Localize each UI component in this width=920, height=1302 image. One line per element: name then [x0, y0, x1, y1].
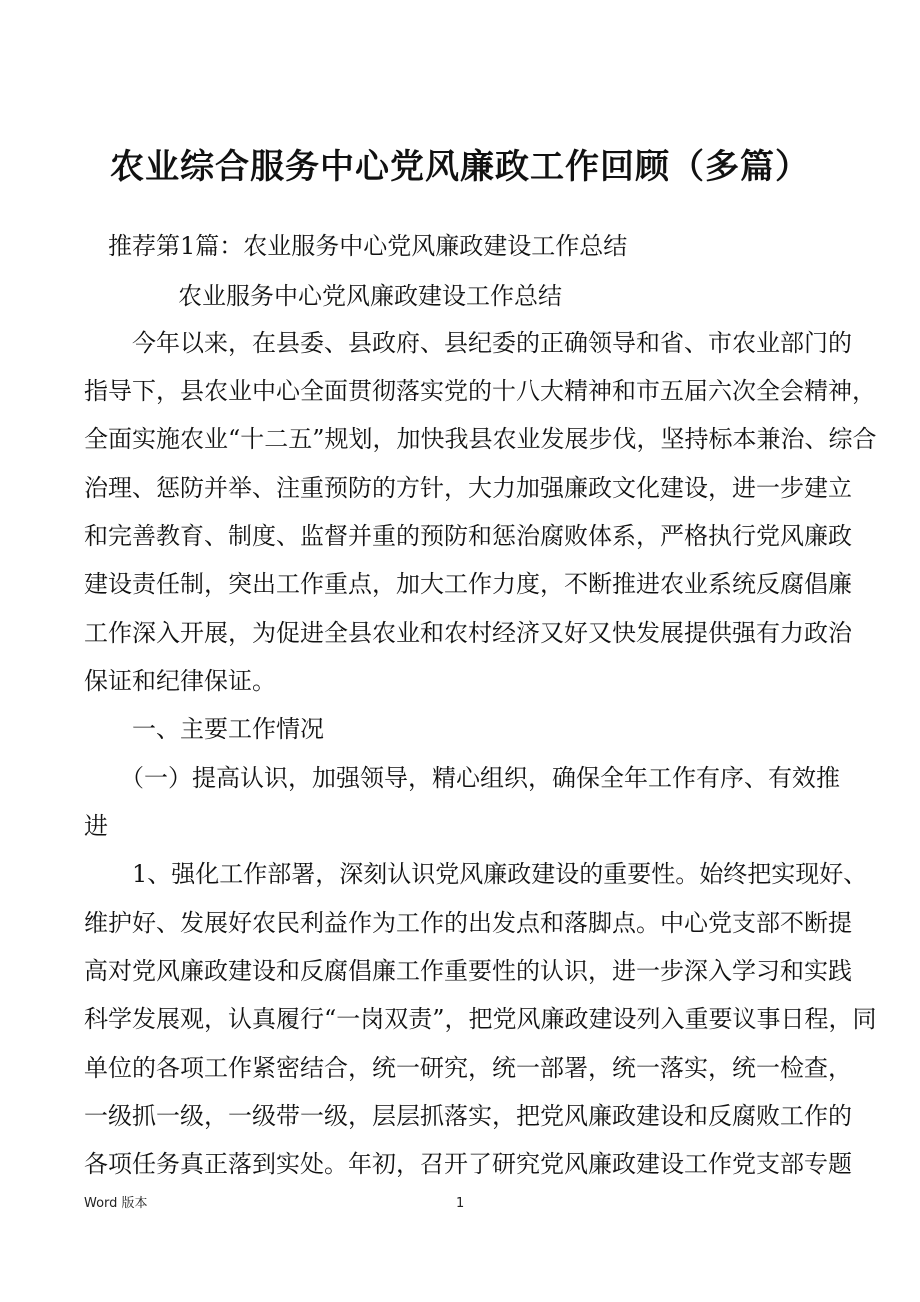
paragraph-line: 各项任务真正落到实处。年初，召开了研究党风廉政建设工作党支部专题	[84, 1150, 852, 1178]
paragraph-line: 建设责任制，突出工作重点，加大工作力度，不断推进农业系统反腐倡廉	[84, 570, 852, 598]
article-heading: 推荐第1篇：农业服务中心党风廉政建设工作总结	[108, 232, 628, 260]
paragraph-line: 指导下，县农业中心全面贯彻落实党的十八大精神和市五届六次全会精神，	[84, 377, 876, 405]
paragraph-line: 今年以来，在县委、县政府、县纪委的正确领导和省、市农业部门的	[132, 329, 852, 357]
section-heading: 一、主要工作情况	[132, 715, 324, 743]
paragraph-line: 治理、惩防并举、注重预防的方针，大力加强廉政文化建设，进一步建立	[84, 474, 852, 502]
paragraph-line: 科学发展观，认真履行“一岗双责”，把党风廉政建设列入重要议事日程，同	[84, 1005, 877, 1033]
paragraph-line: 全面实施农业“十二五”规划，加快我县农业发展步伐，坚持标本兼治、综合	[84, 425, 877, 453]
paragraph-line: 单位的各项工作紧密结合，统一研究，统一部署，统一落实，统一检查，	[84, 1054, 852, 1082]
paragraph-line: 工作深入开展，为促进全县农业和农村经济又好又快发展提供强有力政治	[84, 619, 852, 647]
footer-label: Word 版本	[84, 1196, 148, 1211]
subsection-heading: （一）提高认识，加强领导，精心组织，确保全年工作有序、有效推	[120, 764, 840, 792]
article-subtitle: 农业服务中心党风廉政建设工作总结	[178, 282, 562, 310]
paragraph-line: 一级抓一级，一级带一级，层层抓落实，把党风廉政建设和反腐败工作的	[84, 1102, 852, 1130]
page-number: 1	[456, 1196, 465, 1211]
paragraph-line: 维护好、发展好农民利益作为工作的出发点和落脚点。中心党支部不断提	[84, 909, 852, 937]
document-title: 农业综合服务中心党风廉政工作回顾（多篇）	[110, 147, 810, 187]
paragraph-line: 1、强化工作部署，深刻认识党风廉政建设的重要性。始终把实现好、	[132, 860, 868, 888]
paragraph-line: 保证和纪律保证。	[84, 667, 276, 695]
paragraph-line: 和完善教育、制度、监督并重的预防和惩治腐败体系，严格执行党风廉政	[84, 522, 852, 550]
paragraph-line: 高对党风廉政建设和反腐倡廉工作重要性的认识，进一步深入学习和实践	[84, 957, 852, 985]
subsection-heading-continued: 进	[84, 812, 108, 840]
